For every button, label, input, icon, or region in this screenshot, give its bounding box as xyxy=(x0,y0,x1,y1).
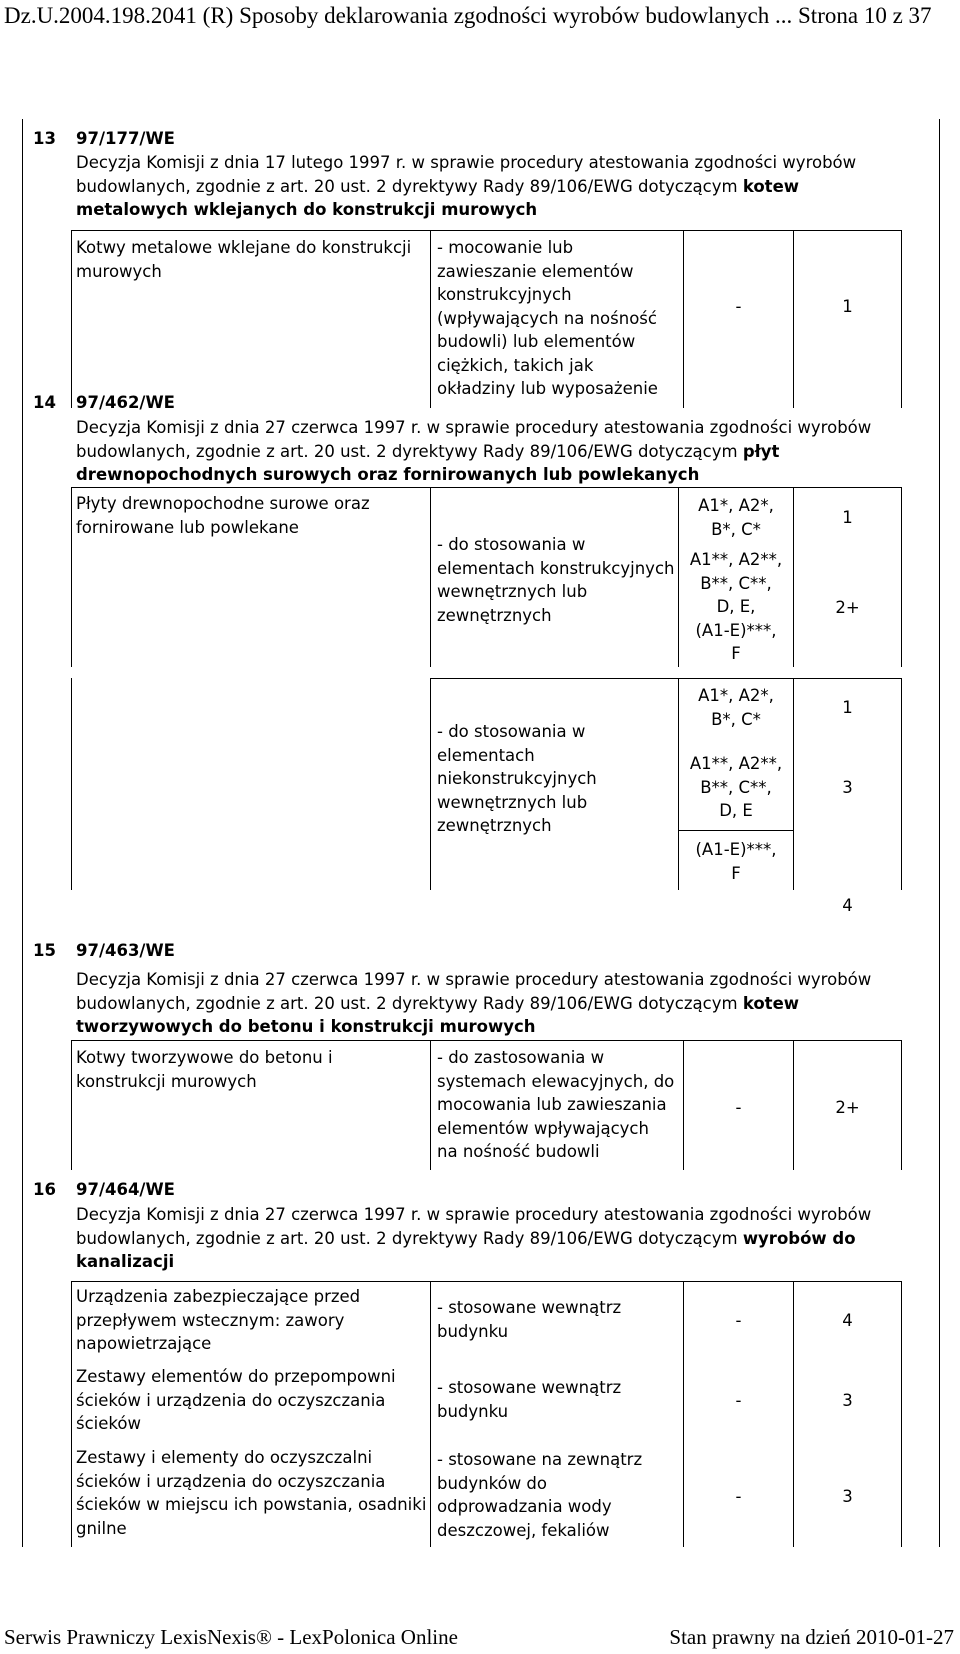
class-cell: - xyxy=(735,1391,742,1410)
cell-divider xyxy=(901,1040,902,1170)
cell-divider xyxy=(683,230,684,408)
entry-code: 97/463/WE xyxy=(76,941,175,960)
system-cell: 1 xyxy=(842,508,853,527)
entry-decision: Decyzja Komisji z dnia 27 czerwca 1997 r. w sprawie procedury atestowania zgodności wyrobów budowlanych, zgodnie z art. 20 ust. 2 dyrektywy Rady 89/106/EWG dotyczącym płyt drewnopochodnych surowych oraz fornirowanych lub powlekanych xyxy=(76,418,872,484)
cell-divider xyxy=(71,230,72,408)
cell-divider xyxy=(71,1281,72,1547)
system-cell: 3 xyxy=(842,778,853,797)
entry-code: 97/462/WE xyxy=(76,393,175,412)
class-cell: A1**, A2**, B**, C**, D, E xyxy=(689,754,783,820)
entry-decision: Decyzja Komisji z dnia 17 lutego 1997 r. w sprawie procedury atestowania zgodności wyrobów budowlanych, zgodnie z art. 20 ust. 2 dyrektywy Rady 89/106/EWG dotyczącym kotew metalowych wklejanych do konstrukcji murowych xyxy=(76,153,857,219)
cell-divider xyxy=(430,230,431,408)
product-cell: Płyty drewnopochodne surowe oraz fornirowane lub powlekane xyxy=(76,494,370,537)
cell-divider xyxy=(71,1281,901,1282)
product-cell: Kotwy tworzywowe do betonu i konstrukcji murowych xyxy=(76,1048,333,1091)
table-right-border xyxy=(939,119,940,1547)
class-cell: A1*, A2*, B*, C* xyxy=(698,496,774,539)
cell-divider xyxy=(430,487,431,667)
system-cell: 4 xyxy=(842,1311,853,1330)
system-cell: 3 xyxy=(842,1487,853,1506)
system-cell: 2+ xyxy=(835,598,860,617)
cell-divider xyxy=(678,830,793,831)
cell-divider xyxy=(430,678,901,679)
class-cell: - xyxy=(735,1487,742,1506)
system-cell: 2+ xyxy=(835,1098,860,1117)
cell-divider xyxy=(901,230,902,408)
entry-number: 14 xyxy=(33,393,56,412)
entry-code: 97/177/WE xyxy=(76,129,175,148)
system-cell: 4 xyxy=(842,896,853,915)
page-header: Dz.U.2004.198.2041 (R) Sposoby deklarowania zgodności wyrobów budowlanych ... Strona 10 z 37 xyxy=(4,3,932,28)
class-cell: - xyxy=(735,1311,742,1330)
system-cell: 3 xyxy=(842,1391,853,1410)
cell-divider xyxy=(71,487,901,488)
cell-divider xyxy=(793,230,794,408)
product-cell: Zestawy i elementy do oczyszczalni ścieków i urządzenia do oczyszczania ścieków w miejscu ich powstania, osadniki gnilne xyxy=(76,1448,427,1538)
table-left-border xyxy=(22,119,23,1547)
intended-use-cell: - mocowanie lub zawieszanie elementów konstrukcyjnych (wpływających na nośność budowli) lub elementów ciężkich, takich jak okładziny lub wyposażenie xyxy=(437,238,658,398)
cell-divider xyxy=(71,678,72,890)
system-cell: 1 xyxy=(842,698,853,717)
cell-divider xyxy=(71,1040,901,1041)
intended-use-cell: - do zastosowania w systemach elewacyjnych, do mocowania lub zawieszania elementów wpływających na nośność budowli xyxy=(437,1048,675,1161)
intended-use-cell: - do stosowania w elementach niekonstrukcyjnych wewnętrznych lub zewnętrznych xyxy=(437,722,597,835)
class-cell: A1*, A2*, B*, C* xyxy=(698,686,774,729)
product-cell: Urządzenia zabezpieczające przed przepływem wstecznym: zawory napowietrzające xyxy=(76,1287,361,1353)
cell-divider xyxy=(430,678,431,890)
intended-use-cell: - stosowane wewnątrz budynku xyxy=(437,1298,622,1341)
entry-code: 97/464/WE xyxy=(76,1180,175,1199)
class-cell: A1**, A2**, B**, C**, D, E, (A1-E)***, F xyxy=(689,550,783,663)
entry-decision: Decyzja Komisji z dnia 27 czerwca 1997 r. w sprawie procedury atestowania zgodności wyrobów budowlanych, zgodnie z art. 20 ust. 2 dyrektywy Rady 89/106/EWG dotyczącym kotew tworzywowych do betonu i konstrukcji murowych xyxy=(76,970,872,1036)
entry-number: 16 xyxy=(33,1180,56,1199)
cell-divider xyxy=(430,1281,431,1547)
product-cell: Zestawy elementów do przepompowni ścieków i urządzenia do oczyszczania ścieków xyxy=(76,1367,396,1433)
footer-legal-status-date: Stan prawny na dzień 2010-01-27 xyxy=(669,1625,954,1649)
intended-use-cell: - stosowane wewnątrz budynku xyxy=(437,1378,622,1421)
product-cell: Kotwy metalowe wklejane do konstrukcji murowych xyxy=(76,238,412,281)
cell-divider xyxy=(430,1040,431,1170)
class-cell: - xyxy=(735,1098,742,1117)
intended-use-cell: - do stosowania w elementach konstrukcyjnych wewnętrznych lub zewnętrznych xyxy=(437,535,675,625)
cell-divider xyxy=(71,230,901,231)
cell-divider xyxy=(901,678,902,890)
entry-number: 15 xyxy=(33,941,56,960)
footer-source: Serwis Prawniczy LexisNexis® - LexPolonica Online xyxy=(4,1625,458,1649)
entry-number: 13 xyxy=(33,129,56,148)
class-cell: (A1-E)***, F xyxy=(695,840,777,883)
system-cell: 1 xyxy=(842,297,853,316)
cell-divider xyxy=(71,1040,72,1170)
class-cell: - xyxy=(735,297,742,316)
cell-divider xyxy=(71,487,72,667)
intended-use-cell: - stosowane na zewnątrz budynków do odprowadzania wody deszczowej, fekaliów xyxy=(437,1450,643,1540)
cell-divider xyxy=(901,487,902,667)
entry-decision: Decyzja Komisji z dnia 27 czerwca 1997 r. w sprawie procedury atestowania zgodności wyrobów budowlanych, zgodnie z art. 20 ust. 2 dyrektywy Rady 89/106/EWG dotyczącym wyrobów do kanalizacji xyxy=(76,1205,872,1271)
cell-divider xyxy=(901,1281,902,1547)
